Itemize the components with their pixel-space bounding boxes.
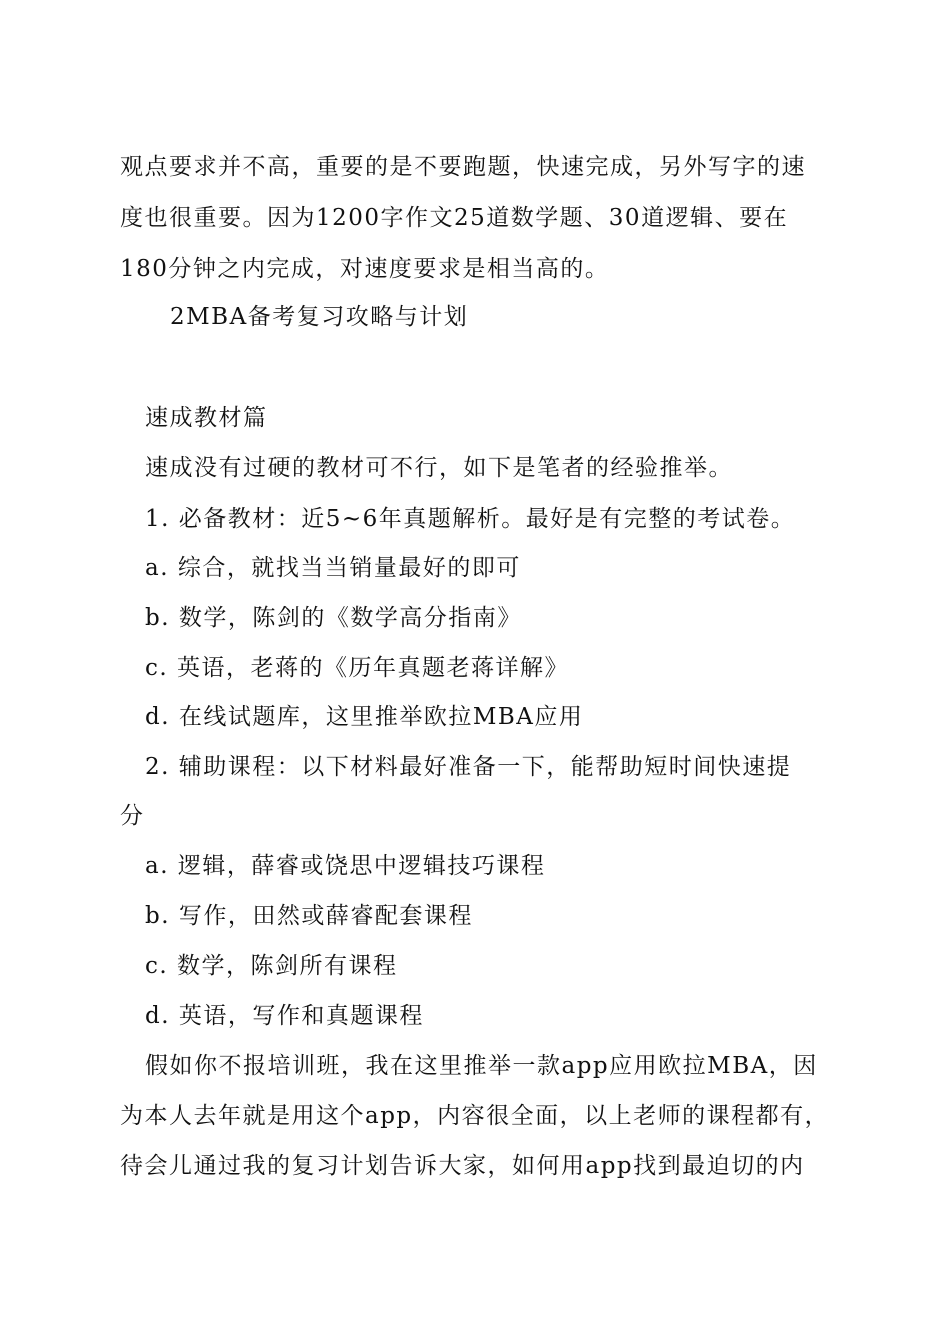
body-paragraph-line: 假如你不报培训班，我在这里推举一款app应用欧拉MBA，因 [145, 1053, 818, 1079]
list-item-continuation: 分 [120, 803, 145, 829]
list-item: d. 在线试题库，这里推举欧拉MBA应用 [145, 704, 584, 730]
list-item: 1. 必备教材：近5~6年真题解析。最好是有完整的考试卷。 [145, 506, 796, 532]
body-paragraph-line: 观点要求并不高，重要的是不要跑题，快速完成，另外写字的速 [120, 154, 806, 180]
list-item: a. 逻辑，薛睿或饶思中逻辑技巧课程 [145, 853, 546, 879]
body-paragraph-line: 速成没有过硬的教材可不行，如下是笔者的经验推举。 [145, 455, 733, 481]
list-item: b. 数学，陈剑的《数学高分指南》 [145, 605, 522, 631]
list-item: a. 综合，就找当当销量最好的即可 [145, 555, 521, 581]
list-item: d. 英语，写作和真题课程 [145, 1003, 424, 1029]
body-paragraph-line: 180分钟之内完成，对速度要求是相当高的。 [120, 256, 610, 282]
body-paragraph-line: 度也很重要。因为1200字作文25道数学题、30道逻辑、要在 [120, 205, 789, 231]
body-paragraph-line: 待会儿通过我的复习计划告诉大家，如何用app找到最迫切的内 [120, 1153, 805, 1179]
subsection-heading: 速成教材篇 [145, 405, 268, 431]
list-item: c. 数学，陈剑所有课程 [145, 953, 398, 979]
section-heading: 2MBA备考复习攻略与计划 [170, 304, 469, 330]
list-item: b. 写作，田然或薛睿配套课程 [145, 903, 473, 929]
list-item: c. 英语，老蒋的《历年真题老蒋详解》 [145, 655, 570, 681]
body-paragraph-line: 为本人去年就是用这个app，内容很全面，以上老师的课程都有， [120, 1103, 830, 1129]
list-item: 2. 辅助课程：以下材料最好准备一下，能帮助短时间快速提 [145, 754, 792, 780]
